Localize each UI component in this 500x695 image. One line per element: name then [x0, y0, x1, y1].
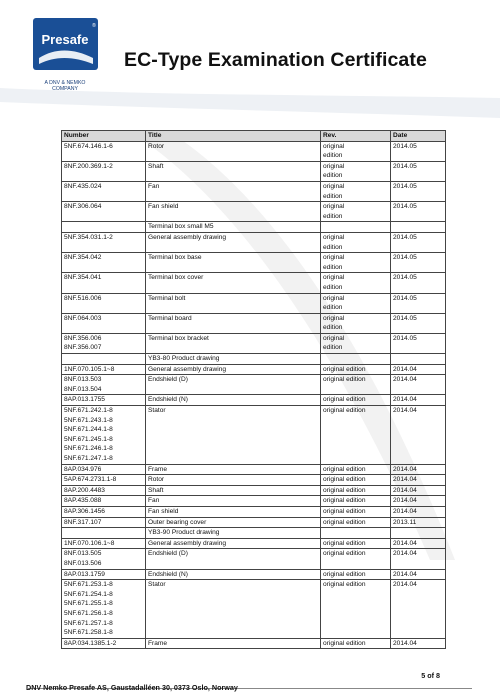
table-row: [62, 406, 446, 465]
table-row: [62, 569, 446, 580]
cell-number: [62, 549, 146, 569]
cell-date: 2014.04: [391, 580, 446, 639]
cell-date: 2014.04: [391, 464, 446, 475]
cell-date: 2013.11: [391, 517, 446, 528]
drawing-number: 8AP.306.1456: [64, 507, 105, 515]
cell-rev: [321, 580, 391, 639]
drawing-number: 8NF.013.504: [64, 385, 102, 393]
drawing-number: 5NF.671.258.1-8: [64, 629, 113, 637]
drawing-number: 5NF.671.256.1-8: [64, 609, 113, 617]
drawing-number: 5NF.671.253.1-8: [64, 581, 113, 589]
rev-text: original: [323, 274, 345, 282]
table-row: [62, 375, 446, 395]
rev-text: original edition: [323, 518, 366, 526]
section-spacer: [391, 354, 446, 365]
cell-number: [62, 141, 146, 161]
cell-number: [62, 313, 146, 333]
cell-title: Fan shield: [146, 202, 321, 222]
rev-text: edition: [323, 243, 343, 251]
rev-text: original edition: [323, 497, 366, 505]
cell-date: 2014.05: [391, 161, 446, 181]
header-date: Date: [391, 131, 446, 142]
rev-text: original edition: [323, 550, 366, 558]
cell-title: Fan: [146, 181, 321, 201]
drawing-number: 8AP.435.088: [64, 497, 102, 505]
section-spacer: [391, 222, 446, 233]
rev-text: edition: [323, 283, 343, 291]
drawing-number: 8NF.356.006: [64, 334, 102, 342]
cell-date: 2014.04: [391, 375, 446, 395]
cell-number: [62, 161, 146, 181]
table-body: [62, 141, 446, 649]
cell-number: [62, 406, 146, 465]
table-row: [62, 232, 446, 252]
table-row: [62, 364, 446, 375]
cell-title: Terminal box cover: [146, 273, 321, 293]
cell-title: Endshield (D): [146, 549, 321, 569]
rev-text: original edition: [323, 376, 366, 384]
drawing-number: 5NF.674.146.1-6: [64, 142, 113, 150]
rev-text: original: [323, 314, 345, 322]
rev-text: original: [323, 254, 345, 262]
drawing-number: 8NF.306.064: [64, 203, 102, 211]
cell-title: Frame: [146, 464, 321, 475]
drawing-number: 8AP.034.976: [64, 465, 102, 473]
rev-text: edition: [323, 172, 343, 180]
table-row: [62, 333, 446, 353]
cell-date: 2014.04: [391, 475, 446, 486]
rev-text: edition: [323, 152, 343, 160]
cell-date: 2014.05: [391, 293, 446, 313]
section-spacer: [62, 528, 146, 539]
logo-brand-text: Presafe: [41, 32, 89, 47]
cell-title: General assembly drawing: [146, 538, 321, 549]
rev-text: original edition: [323, 465, 366, 473]
table-row: [62, 161, 446, 181]
cell-title: Fan shield: [146, 506, 321, 517]
table-row: [62, 580, 446, 639]
cell-number: [62, 580, 146, 639]
rev-text: original: [323, 294, 345, 302]
cell-title: Frame: [146, 638, 321, 649]
cell-date: 2014.05: [391, 202, 446, 222]
section-title: YB3-80 Product drawing: [146, 354, 321, 365]
drawing-number: 8AP.013.1759: [64, 570, 105, 578]
rev-text: original: [323, 182, 345, 190]
drawing-number: 5NF.671.254.1-8: [64, 590, 113, 598]
cell-date: 2014.05: [391, 232, 446, 252]
rev-text: original edition: [323, 581, 366, 589]
cell-rev: [321, 333, 391, 353]
cell-title: Terminal board: [146, 313, 321, 333]
cell-number: [62, 569, 146, 580]
cell-date: 2014.04: [391, 569, 446, 580]
drawing-number: 5NF.354.031.1-2: [64, 233, 113, 241]
cell-rev: [321, 395, 391, 406]
cell-title: Shaft: [146, 161, 321, 181]
cell-number: [62, 232, 146, 252]
table-row: [62, 313, 446, 333]
table-header-row: [62, 131, 446, 142]
cell-number: [62, 333, 146, 353]
cell-rev: [321, 313, 391, 333]
rev-text: original: [323, 203, 345, 211]
cell-title: Terminal box bracket: [146, 333, 321, 353]
drawing-number: 5AP.674.2731.1-8: [64, 476, 117, 484]
cell-title: General assembly drawing: [146, 232, 321, 252]
rev-text: edition: [323, 304, 343, 312]
cell-number: [62, 638, 146, 649]
drawing-number: 5NF.671.244.1-8: [64, 426, 113, 434]
cell-number: [62, 475, 146, 486]
cell-number: [62, 517, 146, 528]
drawing-number: 8NF.013.505: [64, 550, 102, 558]
cell-rev: [321, 232, 391, 252]
cell-rev: [321, 569, 391, 580]
section-spacer: [321, 354, 391, 365]
rev-text: edition: [323, 192, 343, 200]
certificate-header: [0, 0, 500, 112]
footer-address: DNV Nemko Presafe AS, Gaustadalléen 30, 0373 Oslo, Norway: [26, 683, 238, 692]
section-spacer: [321, 528, 391, 539]
section-title: Terminal box small M5: [146, 222, 321, 233]
table-row: [62, 395, 446, 406]
cell-number: [62, 293, 146, 313]
header-rev: Rev.: [321, 131, 391, 142]
drawing-number: 8AP.200.4483: [64, 486, 105, 494]
logo-registered-mark: ®: [92, 23, 96, 29]
rev-text: original edition: [323, 639, 366, 647]
drawing-number: 5NF.671.242.1-8: [64, 407, 113, 415]
cell-rev: [321, 181, 391, 201]
cell-title: Terminal bolt: [146, 293, 321, 313]
cell-number: [62, 538, 146, 549]
cell-rev: [321, 485, 391, 496]
drawing-number: 5NF.671.243.1-8: [64, 416, 113, 424]
drawing-number: 8NF.516.006: [64, 294, 102, 302]
cell-rev: [321, 253, 391, 273]
cell-number: [62, 181, 146, 201]
drawing-number: 8NF.435.024: [64, 182, 102, 190]
cell-date: 2014.04: [391, 395, 446, 406]
section-spacer: [391, 528, 446, 539]
rev-text: original: [323, 162, 345, 170]
section-spacer: [62, 354, 146, 365]
drawing-number: 8NF.200.369.1-2: [64, 162, 113, 170]
cell-title: Shaft: [146, 485, 321, 496]
drawing-number: 8NF.013.503: [64, 376, 102, 384]
cell-title: Terminal box base: [146, 253, 321, 273]
cell-rev: [321, 464, 391, 475]
cell-rev: [321, 517, 391, 528]
cell-title: Fan: [146, 496, 321, 507]
cell-date: 2014.05: [391, 141, 446, 161]
cell-rev: [321, 538, 391, 549]
rev-text: original: [323, 142, 345, 150]
cell-rev: [321, 375, 391, 395]
table-row: [62, 549, 446, 569]
page-number: 5 of 8: [421, 671, 440, 680]
table-row: [62, 517, 446, 528]
rev-text: edition: [323, 212, 343, 220]
cell-number: [62, 273, 146, 293]
cell-rev: [321, 273, 391, 293]
cell-rev: [321, 364, 391, 375]
cell-date: 2014.05: [391, 253, 446, 273]
cell-date: 2014.04: [391, 506, 446, 517]
cell-date: 2014.05: [391, 333, 446, 353]
rev-text: edition: [323, 263, 343, 271]
drawing-number: 8AP.013.1755: [64, 396, 105, 404]
cell-number: [62, 464, 146, 475]
rev-text: original edition: [323, 396, 366, 404]
cell-title: Rotor: [146, 475, 321, 486]
rev-text: original edition: [323, 539, 366, 547]
drawing-number: 5NF.671.255.1-8: [64, 600, 113, 608]
cell-date: 2014.05: [391, 181, 446, 201]
rev-text: original edition: [323, 407, 366, 415]
table-row: [62, 506, 446, 517]
drawing-number: 8NF.317.107: [64, 518, 102, 526]
logo-tagline-line1: A DNV & NEMKO: [44, 80, 86, 86]
rev-text: original: [323, 233, 345, 241]
table-row: [62, 253, 446, 273]
table-row: [62, 485, 446, 496]
cell-number: [62, 506, 146, 517]
rev-text: original edition: [323, 476, 366, 484]
cell-date: 2014.05: [391, 313, 446, 333]
cell-number: [62, 364, 146, 375]
cell-number: [62, 375, 146, 395]
cell-title: Outer bearing cover: [146, 517, 321, 528]
cell-title: Endshield (D): [146, 375, 321, 395]
cell-rev: [321, 141, 391, 161]
cell-date: 2014.04: [391, 496, 446, 507]
table-row: [62, 202, 446, 222]
table-row: [62, 538, 446, 549]
rev-text: original edition: [323, 507, 366, 515]
drawing-number: 5NF.671.246.1-8: [64, 445, 113, 453]
drawing-number: 5NF.671.257.1-8: [64, 619, 113, 627]
drawing-number: 8NF.013.506: [64, 559, 102, 567]
cell-rev: [321, 496, 391, 507]
cell-date: 2014.04: [391, 538, 446, 549]
cell-rev: [321, 549, 391, 569]
table-row: [62, 475, 446, 486]
drawing-number: 8NF.356.007: [64, 344, 102, 352]
section-row: [62, 354, 446, 365]
rev-text: edition: [323, 344, 343, 352]
cell-title: Stator: [146, 406, 321, 465]
cell-date: 2014.04: [391, 364, 446, 375]
drawing-number: 5NF.671.245.1-8: [64, 435, 113, 443]
rev-text: original edition: [323, 365, 366, 373]
cell-rev: [321, 202, 391, 222]
cell-date: 2014.04: [391, 485, 446, 496]
cell-date: 2014.04: [391, 549, 446, 569]
logo-tagline: [20, 80, 110, 92]
cell-number: [62, 485, 146, 496]
header-number: Number: [62, 131, 146, 142]
drawings-table: [61, 130, 446, 649]
section-row: [62, 222, 446, 233]
drawing-number: 8NF.064.003: [64, 314, 102, 322]
rev-text: original: [323, 334, 345, 342]
cell-rev: [321, 406, 391, 465]
drawing-number: 8NF.354.041: [64, 274, 102, 282]
drawing-number: 1NF.070.106.1~8: [64, 539, 115, 547]
section-spacer: [321, 222, 391, 233]
cell-date: 2014.04: [391, 638, 446, 649]
rev-text: edition: [323, 324, 343, 332]
cell-date: 2014.05: [391, 273, 446, 293]
section-row: [62, 528, 446, 539]
cell-rev: [321, 638, 391, 649]
rev-text: original edition: [323, 570, 366, 578]
drawing-number: 5NF.671.247.1-8: [64, 455, 113, 462]
table-row: [62, 293, 446, 313]
cell-title: Rotor: [146, 141, 321, 161]
cell-rev: [321, 161, 391, 181]
section-spacer: [62, 222, 146, 233]
table-row: [62, 496, 446, 507]
cell-date: 2014.04: [391, 406, 446, 465]
presafe-logo: [33, 18, 98, 70]
cell-rev: [321, 475, 391, 486]
table-row: [62, 141, 446, 161]
drawing-number: 8AP.034.1385.1-2: [64, 639, 117, 647]
cell-rev: [321, 506, 391, 517]
rev-text: original edition: [323, 486, 366, 494]
cell-number: [62, 253, 146, 273]
table-row: [62, 273, 446, 293]
cell-title: General assembly drawing: [146, 364, 321, 375]
cell-title: Endshield (N): [146, 395, 321, 406]
table-row: [62, 181, 446, 201]
section-title: YB3-90 Product drawing: [146, 528, 321, 539]
logo-tagline-line2: COMPANY: [52, 86, 78, 93]
drawing-number: 8NF.354.042: [64, 254, 102, 262]
cell-title: Endshield (N): [146, 569, 321, 580]
header-title: Title: [146, 131, 321, 142]
cell-number: [62, 202, 146, 222]
drawing-number: 1NF.070.105.1~8: [64, 365, 115, 373]
page-title: EC-Type Examination Certificate: [124, 49, 427, 71]
cell-number: [62, 395, 146, 406]
cell-number: [62, 496, 146, 507]
table-row: [62, 638, 446, 649]
cell-rev: [321, 293, 391, 313]
cell-title: Stator: [146, 580, 321, 639]
table-row: [62, 464, 446, 475]
